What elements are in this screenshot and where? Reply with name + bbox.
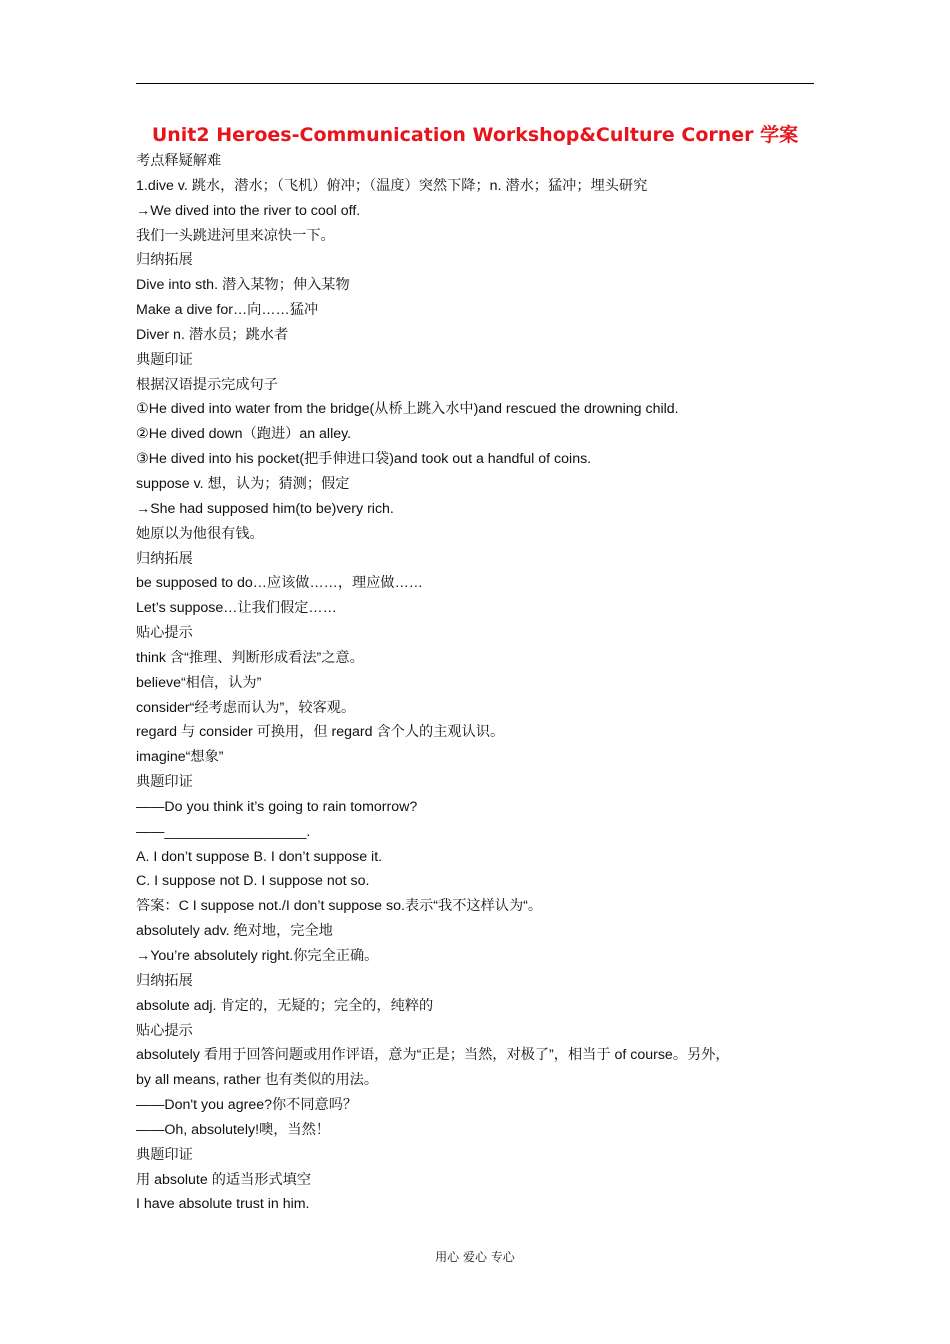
document-body <box>136 149 828 1217</box>
answer-options: A. I don’t suppose B. I don’t suppose it. <box>136 848 383 865</box>
subheading-extension: 归纳拓展 <box>136 550 193 567</box>
section-heading: 考点释疑解难 <box>136 153 222 169</box>
exercise-item: I have absolute trust in him. <box>136 1196 310 1213</box>
tip-line: consider“经考虑而认为”，较客观。 <box>136 699 356 716</box>
exercise-item: ③He dived into his pocket(把手伸进口袋)and took out a handful of coins. <box>136 451 592 468</box>
exercise-item: ①He dived into water from the bridge(从桥上跳入水中)and rescued the drowning child. <box>136 401 679 418</box>
subheading-exercise: 典题印证 <box>136 774 193 791</box>
document-title: Unit2 Heroes-Communication Workshop&Culture Corner 学案 <box>151 124 799 146</box>
answer-key: 答案：C I suppose not./I don’t suppose so.表示“我不这样认为“。 <box>136 898 543 915</box>
dialogue-blank: ——__________________. <box>136 823 311 840</box>
dialogue-line: ——Don't you agree?你不同意吗？ <box>136 1097 358 1114</box>
tip-line: by all means, rather 也有类似的用法。 <box>136 1072 379 1089</box>
vocab-entry-absolutely: absolutely adv. 绝对地，完全地 <box>136 923 333 940</box>
example-translation: 我们一头跳进河里来凉快一下。 <box>136 227 335 244</box>
example-translation: 她原以为他很有钱。 <box>136 525 264 542</box>
dialogue-line: ——Do you think it’s going to rain tomorrow? <box>136 798 418 815</box>
vocab-entry-suppose: suppose v. 想，认为；猜测；假定 <box>136 475 350 492</box>
tip-line: imagine“想象” <box>136 749 224 766</box>
subheading-tip: 贴心提示 <box>136 625 193 642</box>
subheading-exercise: 典题印证 <box>136 1146 193 1163</box>
example-sentence: →She had supposed him(to be)very rich. <box>136 500 394 517</box>
phrase-line: Let’s suppose…让我们假定…… <box>136 600 337 617</box>
phrase-line: be supposed to do…应该做……，理应做…… <box>136 575 423 592</box>
exercise-item: ②He dived down（跑进）an alley. <box>136 426 352 443</box>
header-rule <box>136 83 814 84</box>
tip-line: regard 与 consider 可换用，但 regard 含个人的主观认识。 <box>136 724 505 741</box>
phrase-line: absolute adj. 肯定的，无疑的；完全的，纯粹的 <box>136 997 434 1014</box>
subheading-extension: 归纳拓展 <box>136 252 193 269</box>
tip-line: believe“相信，认为” <box>136 674 262 691</box>
dialogue-line: ——Oh, absolutely!噢，当然！ <box>136 1121 330 1138</box>
subheading-extension: 归纳拓展 <box>136 972 193 989</box>
phrase-line: Dive into sth. 潜入某物；伸入某物 <box>136 277 350 294</box>
subheading-exercise: 典题印证 <box>136 351 193 368</box>
exercise-instruction: 用 absolute 的适当形式填空 <box>136 1171 312 1188</box>
vocab-entry-dive: 1.dive v. 跳水，潜水；（飞机）俯冲；（温度）突然下降；n. 潜水；猛冲；埋头研究 <box>136 177 648 194</box>
tip-line: absolutely 看用于回答问题或用作评语，意为“正是；当然，对极了”，相当于 of course。另外， <box>136 1047 730 1064</box>
page-footer: 用心 爱心 专心 <box>435 1250 515 1264</box>
exercise-instruction: 根据汉语提示完成句子 <box>136 376 278 393</box>
phrase-line: Diver n. 潜水员；跳水者 <box>136 326 289 343</box>
subheading-tip: 贴心提示 <box>136 1022 193 1039</box>
phrase-line: Make a dive for…向……猛冲 <box>136 302 319 319</box>
tip-line: think 含“推理、判断形成看法”之意。 <box>136 649 364 666</box>
example-sentence: →You’re absolutely right.你完全正确。 <box>136 948 379 964</box>
example-sentence: →We dived into the river to cool off. <box>136 202 361 219</box>
answer-options: C. I suppose not D. I suppose not so. <box>136 873 370 890</box>
